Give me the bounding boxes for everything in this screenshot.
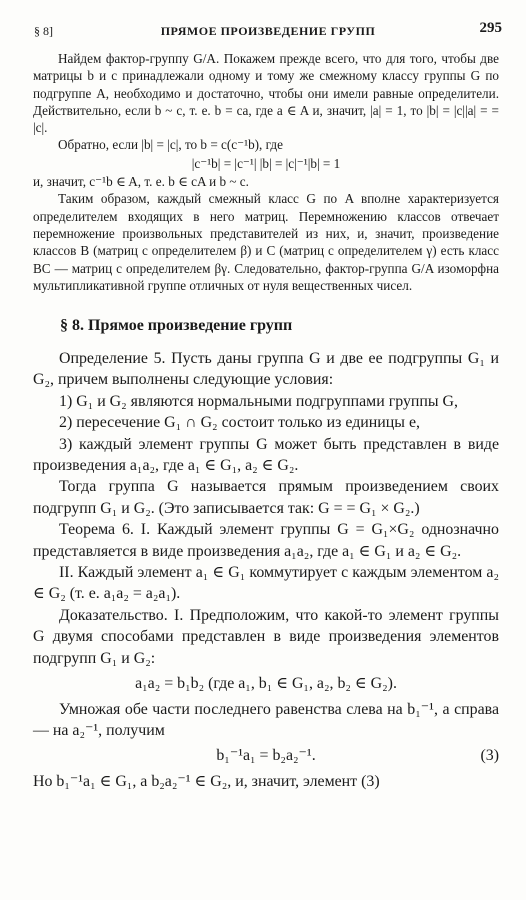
condition: 3) каждый элемент группы G может быть представлен в виде произведения a₁a₂, где a₁ ∈ G₁, a₂ ∈ G₂. [33,435,499,475]
paragraph: Таким образом, каждый смежный класс G по A вполне характеризуется определителем входящих в него матриц. Перемножению классов отвечает перемножение произвольных представителей из них, и, значит, произведение классов B (матриц с определителем β) и C (матриц с определителем γ) есть класс BC — матриц с определителем βγ. Следовательно, фактор-группа G/A изоморфна мультипликативной группе отличных от нуля вещественных чисел. [33,191,499,293]
direct-product-text [33,348,499,792]
paragraph: Умножая обе части последнего равенства слева на b₁⁻¹, а справа — на a₂⁻¹, получим [33,700,499,739]
equation: b₁⁻¹a₁ = b₂a₂⁻¹. [216,747,316,765]
paragraph: Тогда группа G называется прямым произведением своих подгрупп G₁ и G₂. (Это записывается так: G = = G₁ × G₂.) [33,478,499,517]
section-heading: § 8. Прямое произведение групп [60,317,293,334]
condition: 2) пересечение G₁ ∩ G₂ состоит только из единицы e, [59,414,420,432]
theorem-part-2: II. Каждый элемент a₁ ∈ G₁ коммутирует с каждым элементом a₂ ∈ G₂ (т. е. a₁a₂ = a₂a₁). [33,564,499,603]
paragraph: Но b₁⁻¹a₁ ∈ G₁, а b₂a₂⁻¹ ∈ G₂, и, значит, элемент (3) [33,772,380,790]
page-number: 295 [479,20,502,36]
header-title: ПРЯМОЕ ПРОИЗВЕДЕНИЕ ГРУПП [160,24,376,38]
condition: 1) G₁ и G₂ являются нормальными подгруппами группы G, [59,392,458,410]
header-section: § 8] [34,24,53,38]
factor-group-text [33,50,499,294]
paragraph: Обратно, если |b| = |c|, то b = c(c⁻¹b), где [58,137,283,153]
numbered-equation [33,745,499,766]
equation: a₁a₂ = b₁b₂ (где a₁, b₁ ∈ G₁, a₂, b₂ ∈ G₂). [135,675,397,693]
theorem-part-1: Теорема 6. I. Каждый элемент группы G = G₁×G₂ однозначно представляется в виде произведения a₁a₂, где a₁ ∈ G₁ и a₂ ∈ G₂. [33,521,499,560]
equation-number: (3) [480,747,499,765]
proof: Доказательство. I. Предположим, что какой-то элемент группы G двумя способами представлен в виде произведения элементов подгрупп G₁ и G₂: [33,606,499,667]
paragraph: Найдем фактор-группу G/A. Покажем прежде всего, что для того, чтобы две матрицы b и c принадлежали одному и тому же смежному классу группы G по подгруппе A, необходимо и достаточно, чтобы они имели равные определители. Действительно, если b ~ c, т. е. b = ca, где a ∈ A и, значит, |a| = 1, то |b| = |c||a| = = |c|. [33,51,499,136]
definition: Определение 5. Пусть даны группа G и две ее подгруппы G₁ и G₂, причем выполнены следующие условия: [33,350,499,389]
running-header [34,20,502,42]
paragraph: и, значит, c⁻¹b ∈ A, т. е. b ∈ cA и b ~ c. [33,174,249,190]
equation: |c⁻¹b| = |c⁻¹| |b| = |c|⁻¹|b| = 1 [191,155,341,171]
